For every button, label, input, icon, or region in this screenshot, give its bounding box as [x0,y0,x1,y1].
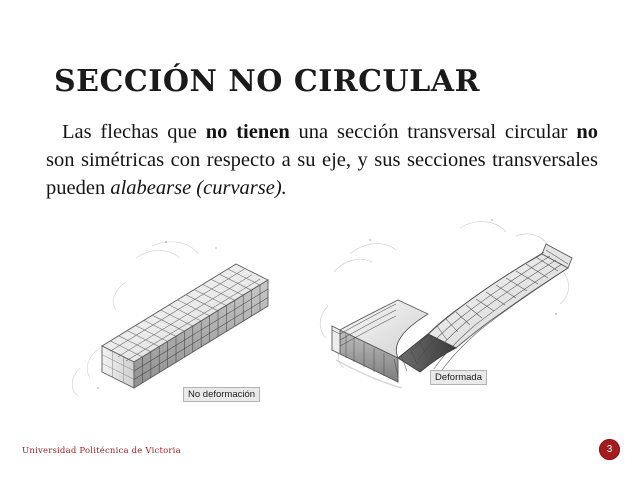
deformed-beam-illustration [310,210,600,395]
undeformed-beam-illustration [40,228,330,413]
body-segment-5: son simétricas con respecto a su eje, y sus secciones transversales pueden [46,149,598,199]
body-segment-3: una sección transversal circular [289,121,577,143]
undeformed-caption: No deformación [183,387,260,402]
page-title: SECCIÓN NO CIRCULAR [54,64,480,99]
figure-area [40,228,600,413]
deformed-near-end-cap [332,326,340,354]
body-paragraph [46,118,598,202]
body-italic-alabearse: alabearse (curvarse). [110,177,287,199]
body-bold-no: no [576,121,598,143]
body-segment-1: Las flechas que [62,121,206,143]
page-number-badge: 3 [599,439,620,460]
body-bold-no-tienen: no tienen [205,121,290,143]
deformed-top-face-far [428,254,568,348]
footer-institution: Universidad Politécnica de Victoria [22,446,181,456]
deformed-caption: Deformada [430,370,487,385]
